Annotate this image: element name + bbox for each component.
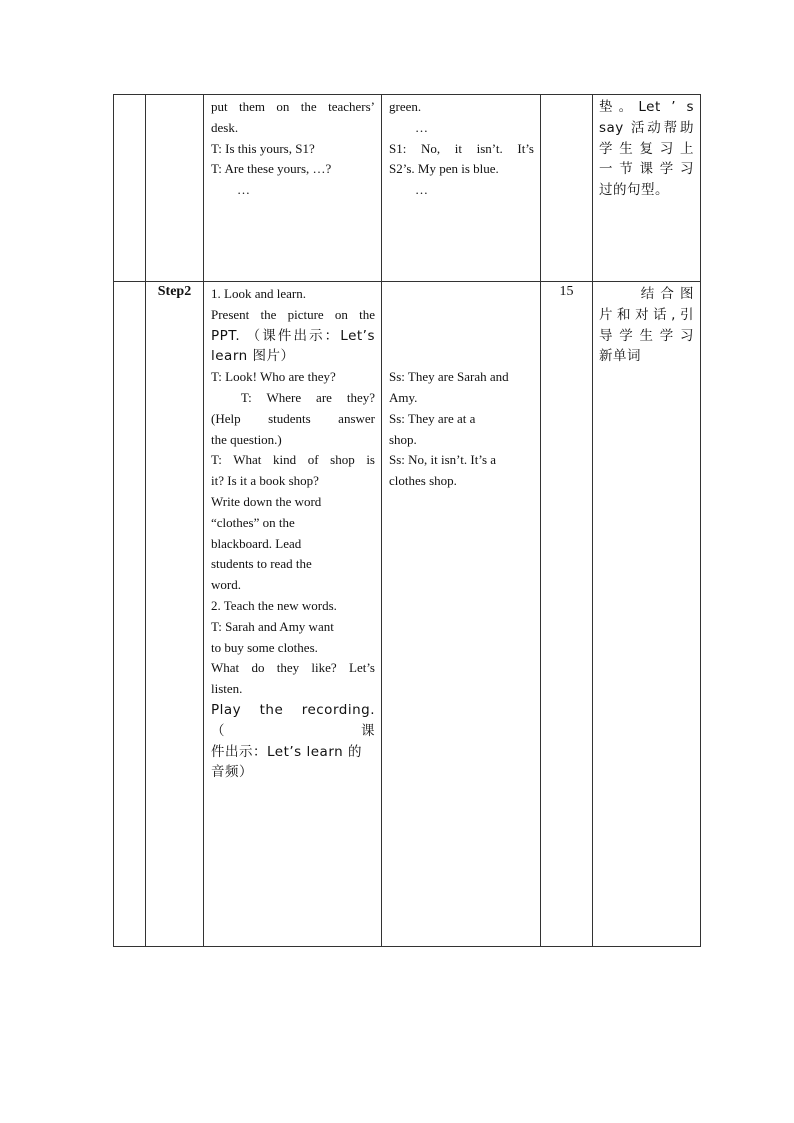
text-line: 一节课学习 [599, 161, 694, 178]
text-line: (Help students answer [211, 410, 375, 426]
text-line: 音频） [211, 764, 253, 781]
minutes-value: 15 [559, 284, 574, 299]
text-line: “clothes” on the [211, 514, 295, 530]
text-line: Ss: No, it isn’t. It’s a [389, 452, 497, 468]
text-line: Ss: They are Sarah and [389, 369, 509, 385]
text-line: T: Are these yours, …? [211, 161, 332, 177]
text-line: Amy. [389, 389, 418, 405]
text-line: students to read the [211, 556, 312, 572]
purpose-text [593, 282, 700, 367]
text-line: clothes shop. [389, 473, 457, 489]
lesson-plan-table [113, 94, 701, 947]
text-line: 件出示：Let’s learn 的 [211, 743, 362, 760]
text-line: T: What kind of shop is [211, 452, 375, 468]
teacher-activity-cell [204, 282, 382, 947]
text-line: Play the recording. （课 [211, 701, 380, 739]
student-activity-text [382, 282, 540, 492]
text-line: 导学生学习 [599, 327, 694, 344]
text-line: Ss: They are at a [389, 410, 476, 426]
text-line: it? Is it a book shop? [211, 473, 319, 489]
student-activity-text [382, 95, 540, 201]
table-row [114, 95, 701, 282]
teacher-activity-text [204, 282, 381, 783]
text-line [389, 326, 534, 347]
text-line: listen. [211, 681, 243, 697]
text-line: PPT. （课件出示：Let’s [211, 327, 375, 344]
text-line: What do they like? Let’s [211, 660, 375, 676]
text-line: blackboard. Lead [211, 535, 302, 551]
text-line: S2’s. My pen is blue. [389, 161, 499, 177]
student-activity-cell [382, 95, 541, 282]
teacher-activity-text [204, 95, 381, 201]
text-line: green. [389, 99, 422, 114]
text-line: 新单词 [599, 348, 641, 365]
text-line: T: Look! Who are they? [211, 369, 336, 385]
step-label: Step2 [157, 284, 192, 299]
teacher-activity-cell [204, 95, 382, 282]
text-line: 结合图 [599, 286, 694, 302]
text-line: to buy some clothes. [211, 639, 318, 655]
text-line: T: Where are they? [211, 389, 375, 405]
purpose-cell [593, 95, 701, 282]
text-line: 1. Look and learn. [211, 286, 306, 301]
text-line: desk. [211, 119, 239, 135]
minutes-cell [541, 95, 593, 282]
text-line: 2. Teach the new words. [211, 597, 337, 613]
purpose-cell [593, 282, 701, 947]
text-line: Write down the word [211, 493, 322, 509]
blank-column-cell [114, 282, 146, 947]
text-line: 过的句型。 [599, 182, 669, 199]
table-row [114, 282, 701, 947]
text-line [389, 284, 534, 305]
text-line: shop. [389, 431, 417, 447]
text-line: T: Sarah and Amy want [211, 618, 334, 634]
blank-column-cell [114, 95, 146, 282]
text-line [389, 346, 534, 367]
student-activity-cell [382, 282, 541, 947]
step-cell [146, 95, 204, 282]
text-line: say 活动帮助 [599, 119, 694, 136]
text-line [389, 305, 534, 326]
text-line: learn 图片） [211, 348, 295, 365]
text-line: S1: No, it isn’t. It’s [389, 140, 534, 156]
text-line: … [211, 182, 250, 198]
purpose-text [593, 95, 700, 201]
text-line: 垫。Let ’ s [599, 99, 694, 115]
step-cell [146, 282, 204, 947]
text-line: 学生复习上 [599, 140, 694, 157]
text-line: … [389, 182, 428, 198]
text-line: put them on the teachers’ [211, 99, 375, 114]
text-line: word. [211, 577, 241, 593]
text-line: the question.) [211, 431, 282, 447]
text-line: T: Is this yours, S1? [211, 140, 315, 156]
minutes-cell [541, 282, 593, 947]
text-line: … [389, 119, 428, 135]
text-line: 片和对话,引 [599, 306, 694, 323]
text-line: Present the picture on the [211, 306, 375, 322]
